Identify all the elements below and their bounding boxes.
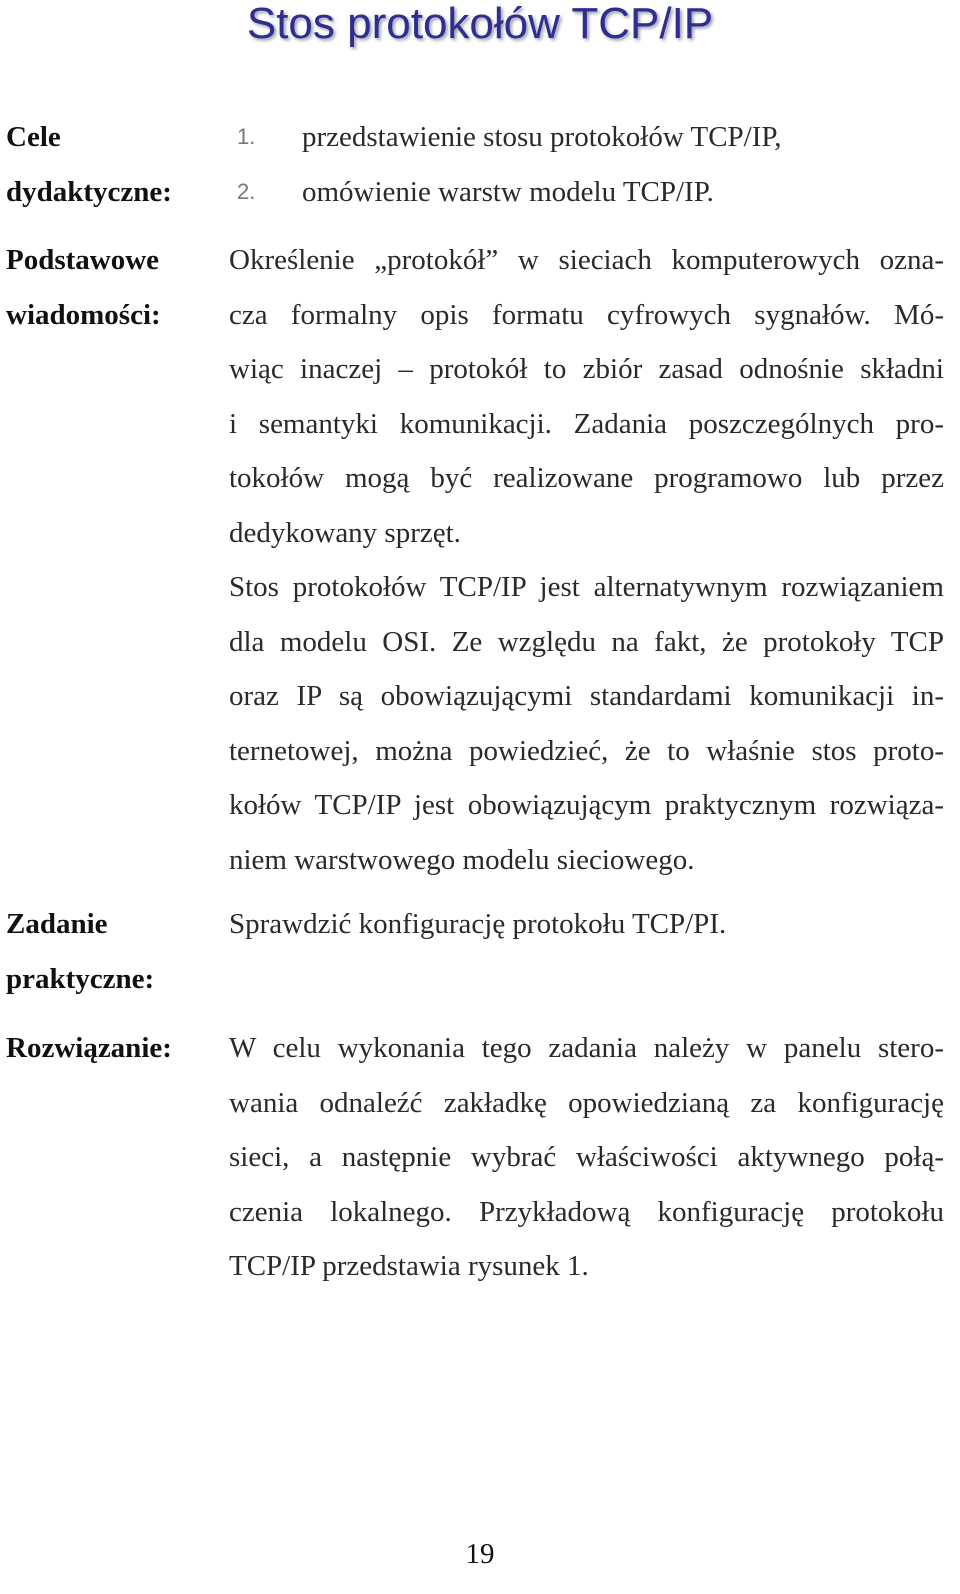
text-line: wiąc inaczej – protokół to zbiór zasad odnośnie składni — [229, 353, 944, 385]
page-title: Stos protokołów TCP/IP — [246, 0, 714, 48]
goals-label-line2: dydaktyczne: — [6, 175, 172, 208]
goals-list — [229, 110, 944, 219]
text-line: oraz IP są obowiązującymi standardami komunikacji in- — [229, 680, 944, 712]
goals-label — [6, 110, 216, 219]
text-line: sieci, a następnie wybrać właściwości aktywnego połą- — [229, 1141, 944, 1173]
goals-list-item — [229, 110, 944, 165]
text-line: tokołów mogą być realizowane programowo lub przez — [229, 462, 944, 494]
text-line: Sprawdzić konfigurację protokołu TCP/PI. — [229, 908, 727, 940]
solution-label: Rozwiązanie: — [6, 1032, 172, 1064]
text-line: wania odnaleźć zakładkę opowiedzianą za konfigurację — [229, 1086, 944, 1119]
text-line: dla modelu OSI. Ze względu na fakt, że protokoły TCP — [229, 625, 944, 658]
basics-text — [229, 233, 944, 887]
basics-label-line2: wiadomości: — [6, 298, 161, 331]
basics-label — [6, 233, 216, 342]
basics-paragraph-2 — [229, 560, 944, 887]
task-label-line2: praktyczne: — [6, 962, 155, 995]
text-line: kołów TCP/IP jest obowiązującym praktycznym rozwiąza- — [229, 789, 944, 821]
text-line: Określenie „protokół” w sieciach komputerowych ozna- — [229, 244, 944, 276]
text-line: W celu wykonania tego zadania należy w panelu stero- — [229, 1032, 944, 1064]
task-text — [229, 897, 944, 952]
solution-text — [229, 1021, 944, 1294]
text-line: dedykowany sprzęt. — [229, 516, 461, 549]
basics-paragraph-1 — [229, 233, 944, 560]
text-line: cza formalny opis formatu cyfrowych sygnałów. Mó- — [229, 298, 944, 331]
goals-item-text: przedstawienie stosu protokołów TCP/IP, — [302, 121, 782, 153]
text-line: niem warstwowego modelu sieciowego. — [229, 843, 695, 876]
task-label — [6, 897, 216, 1006]
goals-item-text: omówienie warstw modelu TCP/IP. — [302, 175, 714, 208]
goals-item-number: 1. — [237, 124, 256, 149]
goals-label-line1: Cele — [6, 121, 61, 153]
goals-list-item — [229, 165, 944, 220]
page-number: 19 — [465, 1538, 495, 1570]
text-line: TCP/IP przedstawia rysunek 1. — [229, 1250, 589, 1282]
text-line: i semantyki komunikacji. Zadania poszczególnych pro- — [229, 407, 944, 440]
text-line: czenia lokalnego. Przykładową konfigurację protokołu — [229, 1195, 944, 1228]
text-line: Stos protokołów TCP/IP jest alternatywnym rozwiązaniem — [229, 571, 944, 603]
goals-item-number: 2. — [237, 178, 256, 204]
basics-label-line1: Podstawowe — [6, 244, 160, 276]
text-line: ternetowej, można powiedzieć, że to właśnie stos proto- — [229, 734, 944, 767]
task-label-line1: Zadanie — [6, 908, 108, 940]
